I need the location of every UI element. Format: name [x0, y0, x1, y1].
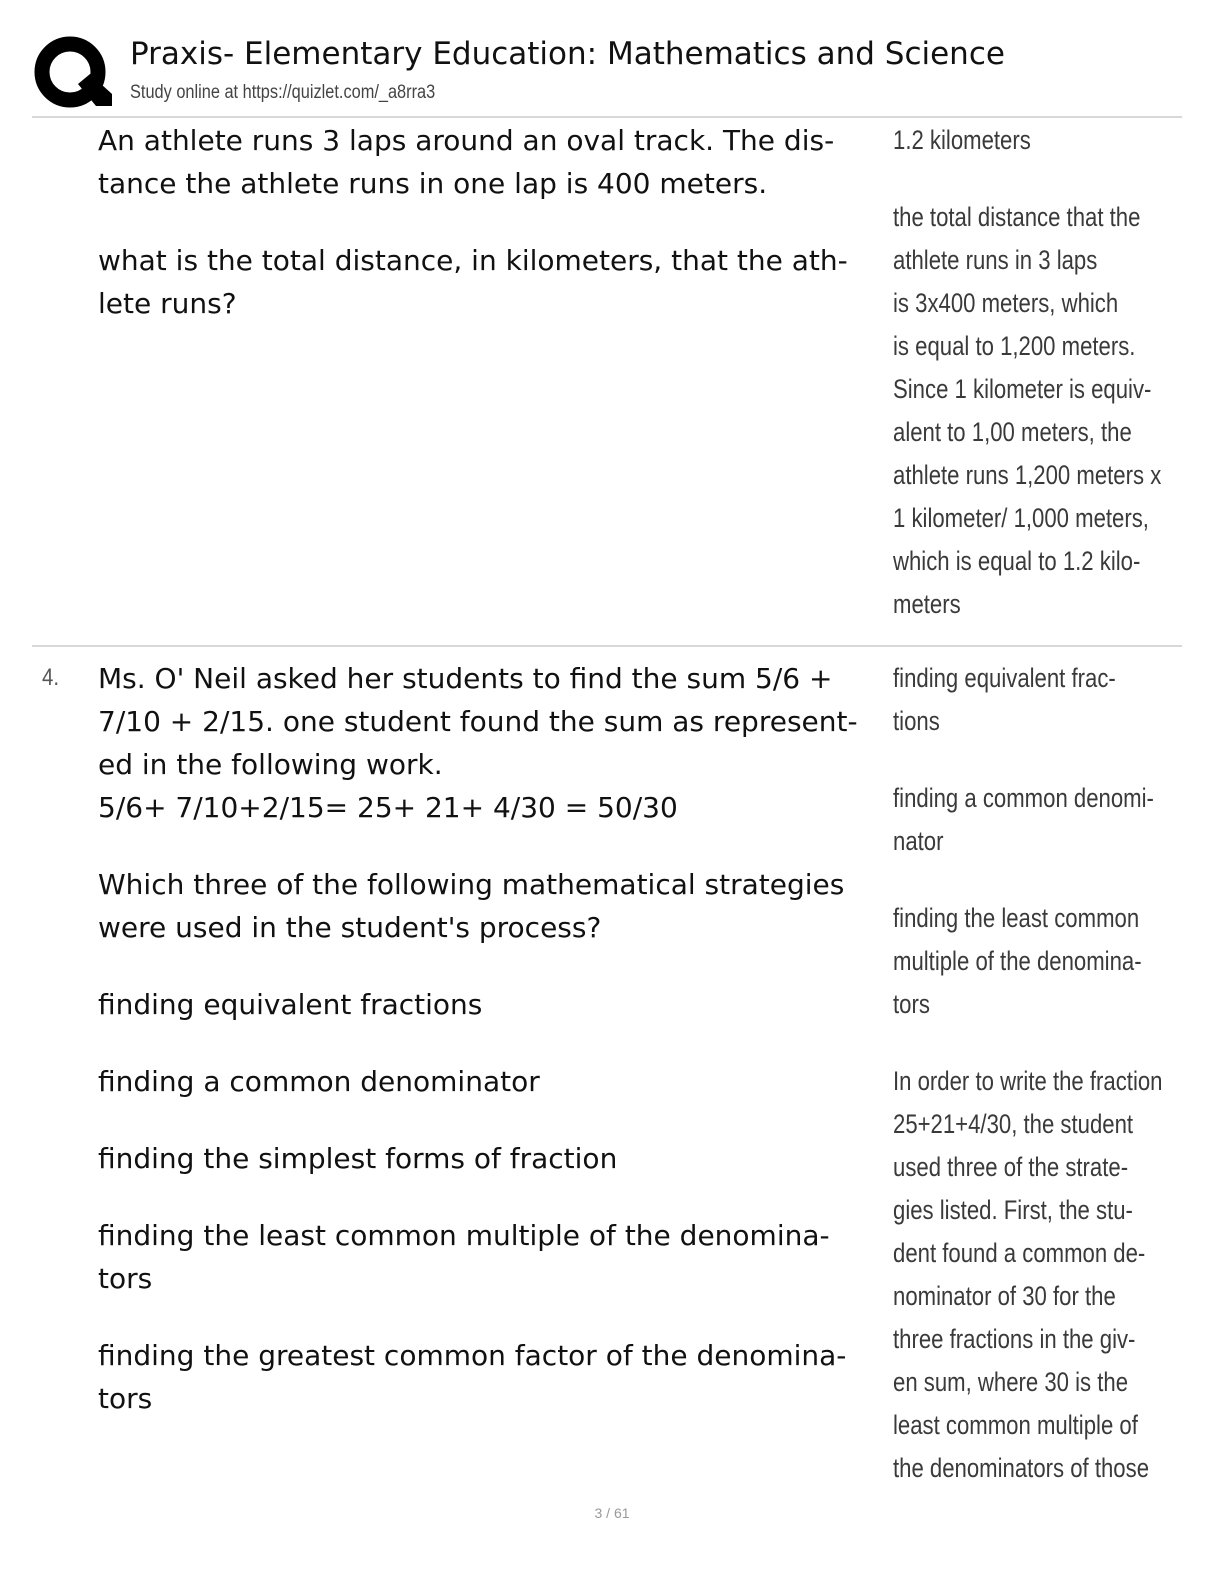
card-2-answer: finding equivalent frac- tions: [893, 663, 1116, 736]
page-indicator: 3 / 61: [594, 1505, 630, 1521]
card-2-option: finding the greatest common factor of the denomina- tors: [98, 1339, 847, 1415]
header-divider: [32, 116, 1182, 118]
study-online-link[interactable]: Study online at https://quizlet.com/_a8rra3: [130, 82, 436, 103]
card-2-prompt: Which three of the following mathematical strategies were used in the student's process?: [98, 868, 845, 944]
document-title: Praxis- Elementary Education: Mathematics and Science: [130, 36, 1005, 72]
page-header: [30, 30, 1190, 116]
card-1-question: An athlete runs 3 laps around an oval track. The dis- tance the athlete runs in one lap is 400 meters.: [98, 124, 835, 200]
card-1-definition: [893, 119, 1164, 626]
card-1-term: [98, 119, 888, 325]
card-2-term: [98, 657, 888, 1420]
card-2-option: finding the simplest forms of fraction: [98, 1142, 618, 1175]
card-1-answer: 1.2 kilometers: [893, 125, 1031, 155]
card-2-answer: finding the least common multiple of the denomina- tors: [893, 903, 1142, 1019]
quizlet-logo-icon: [32, 34, 112, 114]
card-divider: [32, 645, 1182, 647]
card-2-option: finding a common denominator: [98, 1065, 540, 1098]
card-1-explanation: the total distance that the athlete runs in 3 laps is 3x400 meters, which is equal to 1,200 meters. Since 1 kilometer is equiv- alent to 1,00 meters, the athlete runs 1,200 meters x 1 kilometer/ 1,000 meters, which is equal to 1.2 kilo- meters: [893, 202, 1162, 619]
card-1-prompt: what is the total distance, in kilometers, that the ath- lete runs?: [98, 244, 848, 320]
card-2-option: finding the least common multiple of the denomina- tors: [98, 1219, 830, 1295]
card-2-option: finding equivalent fractions: [98, 988, 483, 1021]
card-2-question: Ms. O' Neil asked her students to find the sum 5/6 + 7/10 + 2/15. one student found the sum as represent- ed in the following work. 5/6+ 7/10+2/15= 25+ 21+ 4/30 = 50/30: [98, 662, 858, 824]
card-2-answer: finding a common denomi- nator: [893, 783, 1154, 856]
card-2-definition: [893, 657, 1164, 1490]
card-2-explanation: In order to write the fraction 25+21+4/30, the student used three of the strate- gies listed. First, the stu- dent found a common de- nominator of 30 for the three fractions in the giv- en sum, where 30 is the least common multiple of the denominators of those: [893, 1066, 1163, 1483]
card-2-number: 4.: [42, 664, 60, 691]
